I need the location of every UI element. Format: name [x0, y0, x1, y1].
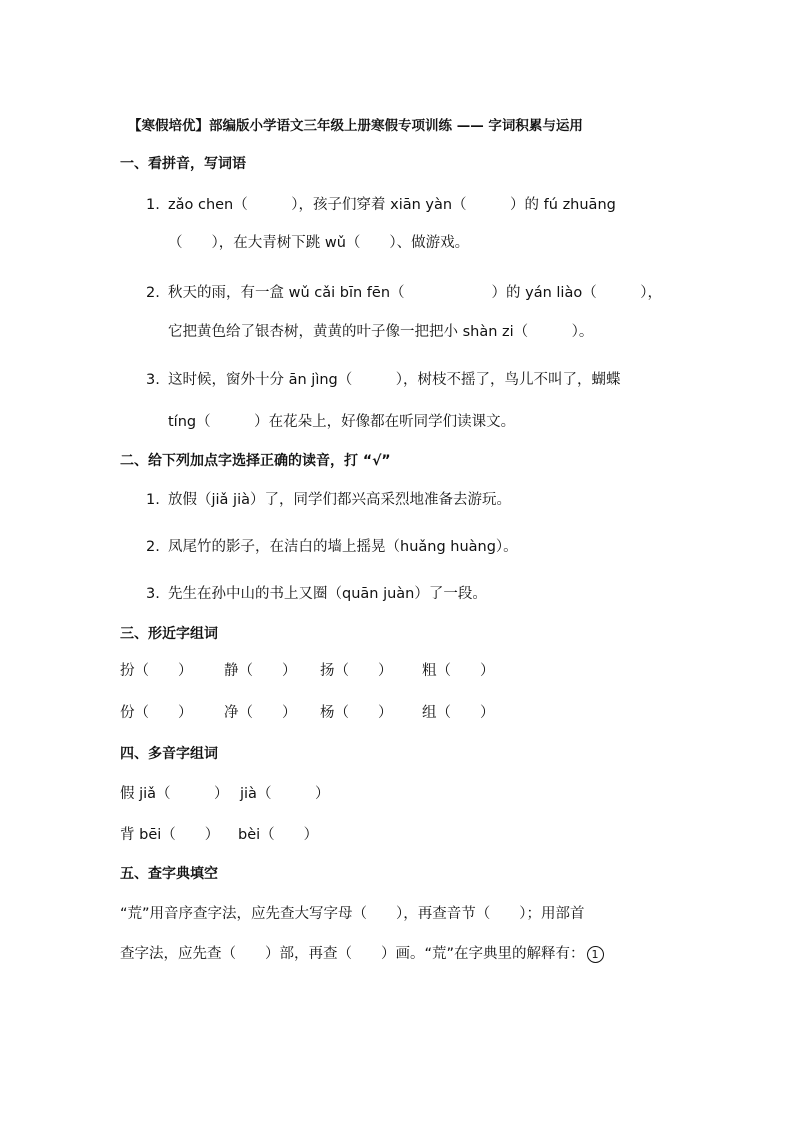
- s2-item-3-number: 3.: [146, 586, 160, 602]
- section-4-heading: 四、多音字组词: [120, 746, 218, 762]
- q2-line-1: 秋天的雨，有一盒 wǔ cǎi bīn fēn（ ）的 yán liào（ ），: [168, 285, 662, 301]
- s2-item-2-number: 2.: [146, 539, 160, 555]
- s2-item-1-number: 1.: [146, 492, 160, 508]
- s3-r2-c2: 净（ ）: [224, 705, 297, 721]
- page-title: 【寒假培优】部编版小学语文三年级上册寒假专项训练 —— 字词积累与运用: [128, 118, 583, 134]
- q3-line-2: tíng（ ）在花朵上，好像都在听同学们读课文。: [168, 414, 516, 430]
- s5-line-1: “荒”用音序查字法，应先查大写字母（ ），再查音节（ ）；用部首: [120, 906, 585, 922]
- s4-r1-c1: 假 jiǎ（ ）: [120, 786, 229, 802]
- q3-line-1: 这时候，窗外十分 ān jìng（ ），树枝不摇了，鸟儿不叫了，蝴蝶: [168, 372, 621, 388]
- s3-r1-c2: 静（ ）: [224, 663, 297, 679]
- q1-number: 1.: [146, 197, 160, 213]
- s3-r1-c3: 扬（ ）: [320, 663, 393, 679]
- s5-line-2-wrap: [120, 944, 604, 964]
- s4-r2-c1: 背 bēi（ ）: [120, 827, 220, 843]
- s3-r2-c3: 杨（ ）: [320, 705, 393, 721]
- s2-item-2-text: 凤尾竹的影子，在洁白的墙上摇晃（huǎng huàng）。: [168, 539, 518, 555]
- q1-line-1: zǎo chen（ ），孩子们穿着 xiān yàn（ ）的 fú zhuāng: [168, 197, 616, 213]
- s2-item-1-text: 放假（jiǎ jià）了，同学们都兴高采烈地准备去游玩。: [168, 492, 511, 508]
- s3-r2-c1: 份（ ）: [120, 705, 193, 721]
- section-5-heading: 五、查字典填空: [120, 866, 218, 882]
- q2-line-2: 它把黄色给了银杏树，黄黄的叶子像一把把小 shàn zi（ ）。: [168, 324, 594, 340]
- s2-item-3-text: 先生在孙中山的书上又圈（quān juàn）了一段。: [168, 586, 487, 602]
- s5-line-2: 查字法，应先查（ ）部，再查（ ）画。“荒”在字典里的解释有：: [120, 946, 585, 962]
- q2-number: 2.: [146, 285, 160, 301]
- q1-line-2: （ ），在大青树下跳 wǔ（ ）、做游戏。: [168, 235, 470, 251]
- s4-r1-c2: jià（ ）: [240, 786, 330, 802]
- section-3-heading: 三、形近字组词: [120, 626, 218, 642]
- s4-r2-c2: bèi（ ）: [238, 827, 319, 843]
- section-1-heading: 一、看拼音，写词语: [120, 156, 246, 172]
- q3-number: 3.: [146, 372, 160, 388]
- section-2-heading: 二、给下列加点字选择正确的读音，打 “√”: [120, 453, 391, 469]
- s3-r2-c4: 组（ ）: [422, 705, 495, 721]
- s3-r1-c4: 粗（ ）: [422, 663, 495, 679]
- circled-marker: 1: [587, 946, 604, 963]
- s3-r1-c1: 扮（ ）: [120, 663, 193, 679]
